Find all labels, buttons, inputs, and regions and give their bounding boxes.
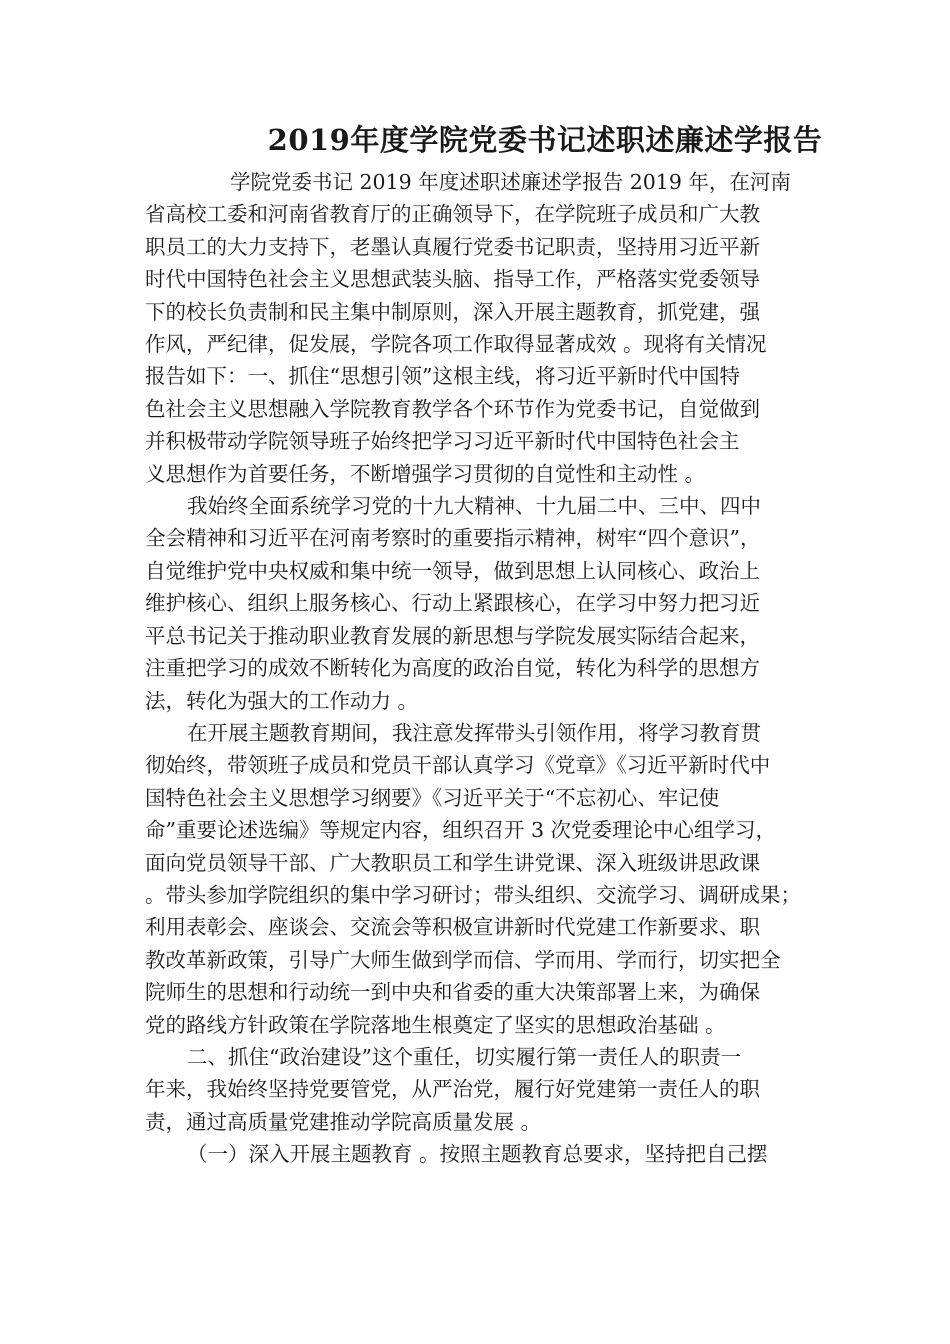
text-line: 报告如下：一、抓住“思想引领”这根主线，将习近平新时代中国特 [145,364,740,389]
text-line: 二、抓住“政治建设”这个重任，切实履行第一责任人的职责一 [187,1044,741,1069]
paragraph-1 [145,166,805,490]
text-line: 命”重要论述选编》等规定内容，组织召开 3 次党委理论中心组学习， [145,818,777,843]
text-line: 色社会主义思想融入学院教育教学各个环节作为党委书记，自觉做到 [145,396,760,421]
text-line: 院师生的思想和行动统一到中央和省委的重大决策部署上来，为确保 [145,980,760,1005]
text-line: 党的路线方针政策在学院落地生根奠定了坚实的思想政治基础 。 [145,1012,726,1037]
paragraph-4 [145,1041,805,1138]
text-line: 作风，严纪律，促发展，学院各项工作取得显著成效 。现将有关情况 [145,332,767,357]
text-line: 面向党员领导干部、广大教职员工和学生讲党课、深入班级讲思政课 [145,850,760,875]
text-line: 在开展主题教育期间，我注意发挥带头引领作用，将学习教育贯 [187,720,761,745]
text-line: 下的校长负责制和民主集中制原则，深入开展主题教育，抓党建，强 [145,299,760,324]
document-body [145,166,805,1171]
text-line: 平总书记关于推动职业教育发展的新思想与学院发展实际结合起来， [145,623,760,648]
text-line: 自觉维护党中央权威和集中统一领导，做到思想上认同核心、政治上 [145,558,760,583]
text-line: （一）深入开展主题教育 。按照主题教育总要求，坚持把自己摆 [187,1142,768,1167]
paragraph-2 [145,490,805,717]
text-line: 职员工的大力支持下，老墨认真履行党委书记职责，坚持用习近平新 [145,234,760,259]
text-line: 责，通过高质量党建推动学院高质量发展 。 [145,1109,542,1134]
paragraph-5 [145,1138,805,1170]
text-line: 彻始终，带领班子成员和党员干部认真学习《党章》《习近平新时代中 [145,753,771,778]
text-line: 年来，我始终坚持党要管党，从严治党，履行好党建第一责任人的职 [145,1077,760,1102]
text-line: 省高校工委和河南省教育厅的正确领导下，在学院班子成员和广大教 [145,202,760,227]
text-line: 学院党委书记 2019 年度述职述廉述学报告 2019 年，在河南 [230,170,791,194]
text-line: 全会精神和习近平在河南考察时的重要指示精神，树牢“四个意识”， [145,526,761,551]
text-line: 时代中国特色社会主义思想武装头脑、指导工作，严格落实党委领导 [145,267,760,292]
text-line: 利用表彰会、座谈会、交流会等积极宣讲新时代党建工作新要求、职 [145,915,760,940]
text-line: 。带头参加学院组织的集中学习研讨；带头组织、交流学习、调研成果； [145,882,801,907]
text-line: 法，转化为强大的工作动力 。 [145,688,419,713]
text-line: 教改革新政策，引导广大师生做到学而信、学而用、学而行，切实把全 [145,947,781,972]
document-title: 2019年度学院党委书记述职述廉述学报告 [267,123,823,157]
text-line: 我始终全面系统学习党的十九大精神、十九届二中、三中、四中 [187,494,761,519]
text-line: 义思想作为首要任务，不断增强学习贯彻的自觉性和主动性 。 [145,461,706,486]
text-line: 维护核心、组织上服务核心、行动上紧跟核心，在学习中努力把习近 [145,591,760,616]
text-line: 并积极带动学院领导班子始终把学习习近平新时代中国特色社会主 [145,429,740,454]
text-line: 注重把学习的成效不断转化为高度的政治自觉，转化为科学的思想方 [145,656,760,681]
text-line: 国特色社会主义思想学习纲要》《习近平关于“不忘初心、牢记使 [145,785,720,810]
paragraph-3 [145,717,805,1041]
